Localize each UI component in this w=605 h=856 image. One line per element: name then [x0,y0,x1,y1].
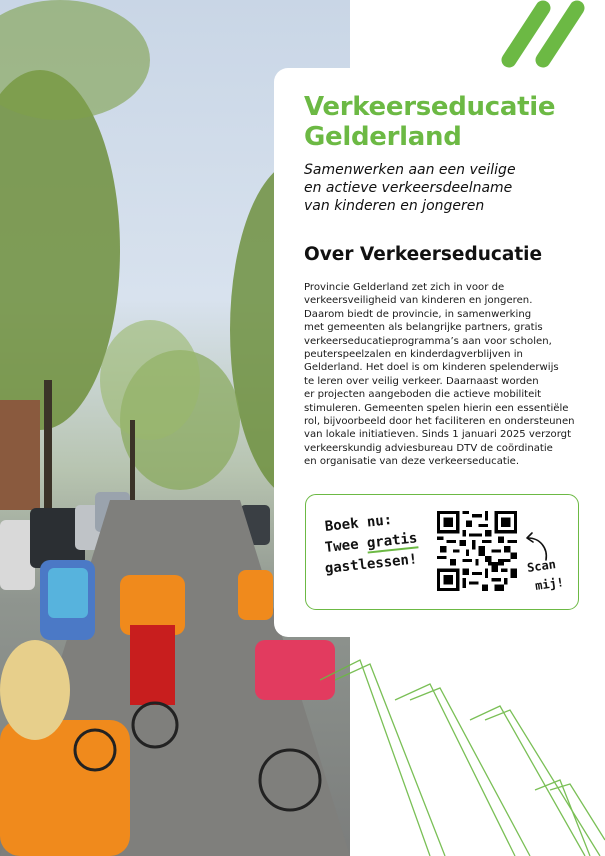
booking-prefix: Twee [324,535,368,556]
body-line: stimuleren. Gemeenten spelen hierin een essentiële [304,402,569,414]
body-line: Daarom biedt de provincie, in samenwerking [304,308,532,320]
body-line: verkeerseducatieprogramma’s aan voor scholen, [304,335,552,347]
scan-label-line-1: Scan [526,557,557,575]
title-line-2: Gelderland [304,122,462,152]
booking-line-1: Boek nu: [324,511,393,535]
body-line: te leren over veilig verkeer. Daarnaast worden [304,375,539,387]
subtitle [304,161,594,215]
body-line: van lokale initiatieven. Sinds 1 januari 2025 verzorgt [304,429,572,441]
decorative-stripes-icon [300,640,605,856]
body-line: er projecten aangeboden die actieve mobiliteit [304,389,542,401]
body-line: verkeerskundig adviesbureau DTV de coördinatie [304,442,553,454]
subtitle-line: Samenwerken aan een veilige [304,162,516,178]
qr-code-icon[interactable] [437,511,517,591]
gratis-emphasis: gratis [366,530,419,552]
double-slash-logo-icon [485,0,605,72]
subtitle-line: en actieve verkeersdeelname [304,180,513,196]
section-heading: Over Verkeerseducatie [304,244,543,265]
booking-line-3: gastlessen! [324,551,419,577]
scan-label-line-2: mij! [534,575,565,593]
subtitle-line: van kinderen en jongeren [304,198,485,214]
body-line: verkeersveiligheid van kinderen en jongeren. [304,295,533,307]
body-line: Provincie Gelderland zet zich in voor de [304,282,505,293]
about-paragraph [304,281,586,469]
body-line: peuterspeelzalen en kinderdagverblijven in [304,349,523,361]
body-line: Gelderland. Het doel is om kinderen spelenderwijs [304,362,559,374]
body-line: met gemeenten als belangrijke partners, gratis [304,322,543,334]
page-title [304,92,594,152]
title-line-1: Verkeerseducatie [304,92,556,122]
body-line: en organisatie van deze verkeerseducatie. [304,456,520,468]
body-line: rol, bijvoorbeeld door het faciliteren en ondersteunen [304,416,575,428]
